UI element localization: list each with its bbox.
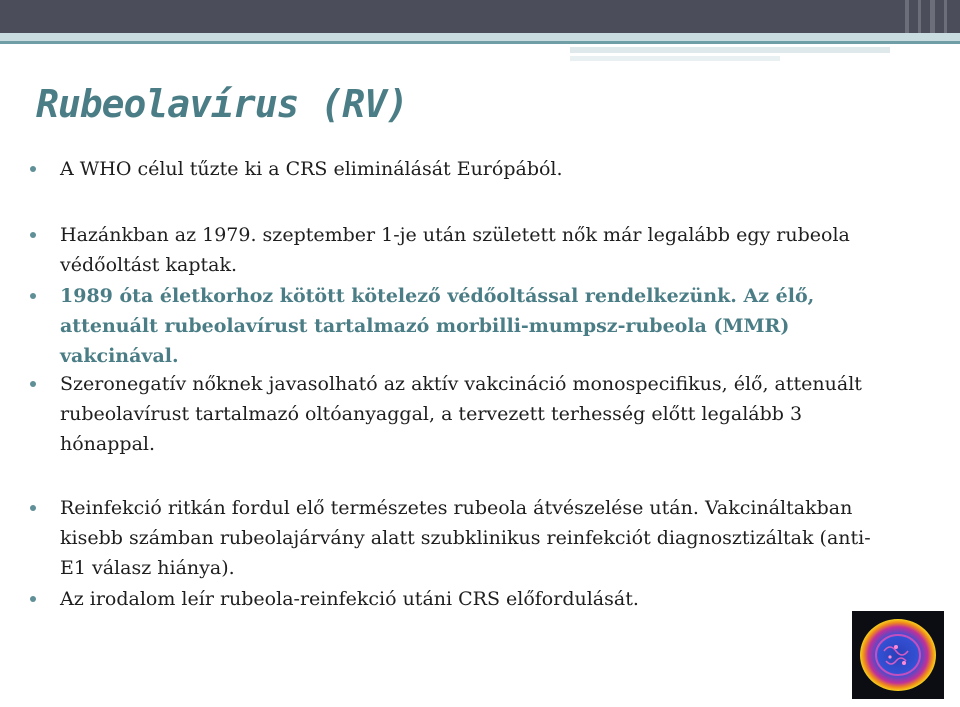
bullet-dot-icon — [30, 166, 36, 172]
bullet-item — [30, 584, 890, 614]
bullet-text: Hazánkban az 1979. szeptember 1-je után született nők már legalább egy rubeola védőoltást kaptak. — [60, 224, 850, 276]
decorative-bar — [570, 47, 890, 53]
header-stripe — [905, 0, 909, 33]
bullet-item — [30, 281, 890, 371]
virus-micrograph-image — [852, 611, 944, 699]
bullet-text: 1989 óta életkorhoz kötött kötelező védőoltással rendelkezünk. Az élő, attenuált rubeolavírust tartalmazó morbilli-mumpsz-rubeola (MMR) vakcinával. — [60, 285, 815, 367]
header-accent-line — [0, 33, 960, 41]
header-stripe — [944, 0, 947, 33]
header-bar — [0, 0, 960, 33]
bullet-item — [30, 493, 890, 583]
bullet-item — [30, 369, 890, 459]
bullet-text: Az irodalom leír rubeola-reinfekció utáni CRS előfordulását. — [60, 588, 639, 610]
decorative-bar — [570, 56, 780, 61]
header-stripe — [918, 0, 921, 33]
bullet-text: Reinfekció ritkán fordul elő természetes rubeola átvészelése után. Vakcináltakban kisebb számban rubeolajárvány alatt szubklinikus reinfekciót diagnosztizáltak (anti-E1 válasz hiánya). — [60, 497, 871, 579]
header-stripe — [930, 0, 935, 33]
bullet-dot-icon — [30, 596, 36, 602]
bullet-dot-icon — [30, 293, 36, 299]
virus-micrograph-icon — [852, 611, 944, 699]
bullet-dot-icon — [30, 381, 36, 387]
bullet-text: A WHO célul tűzte ki a CRS eliminálását Európából. — [60, 158, 563, 180]
bullet-text: Szeronegatív nőknek javasolható az aktív vakcináció monospecifikus, élő, attenuált rubeolavírust tartalmazó oltóanyaggal, a tervezett terhesség előtt legalább 3 hónappal. — [60, 373, 862, 455]
bullet-dot-icon — [30, 232, 36, 238]
bullet-item — [30, 220, 890, 280]
header-accent-line-dark — [0, 41, 960, 44]
bullet-item — [30, 154, 890, 184]
slide-title: Rubeolavírus (RV) — [36, 82, 408, 126]
bullet-dot-icon — [30, 505, 36, 511]
